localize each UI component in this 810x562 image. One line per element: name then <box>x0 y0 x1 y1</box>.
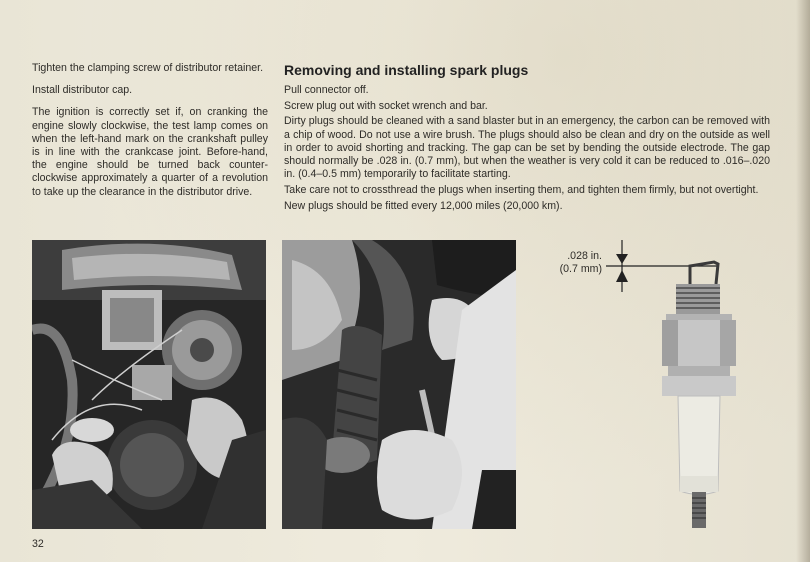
paragraph: Take care not to crossthread the plugs when inserting them, and tighten them firmly, but not overtight. <box>284 183 759 196</box>
spark-plug-gap-diagram <box>540 236 780 536</box>
spark-plug-instructions <box>284 84 770 215</box>
gap-label-inches: .028 in. <box>567 250 602 262</box>
paragraph: Tighten the clamping screw of distributor retainer. <box>32 62 264 74</box>
engine-illustration <box>32 240 266 529</box>
wrench-illustration <box>282 240 516 529</box>
paragraph: The ignition is correctly set if, on cranking the engine slowly clockwise, the test lamp comes on when the left-hand mark on the crankshaft pulley is in line with the crankcase joint. Before-hand, the engine should be turned back counter-clockwise approximately a quarter of a revolution to take up the clearance in the distributor drive. <box>32 106 268 198</box>
spark-plug-removal-photo <box>282 240 516 529</box>
paragraph: Pull connector off. <box>284 84 369 96</box>
page-number: 32 <box>32 538 44 550</box>
page-spine-shadow <box>796 0 810 562</box>
section-heading: Removing and installing spark plugs <box>284 62 529 78</box>
arrow-down-icon <box>616 254 628 264</box>
distributor-instructions <box>32 62 268 208</box>
engine-distributor-photo <box>32 240 266 529</box>
spark-plug-drawing <box>540 236 780 536</box>
arrow-up-icon <box>616 270 628 282</box>
paragraph: New plugs should be fitted every 12,000 miles (20,000 km). <box>284 199 563 212</box>
paragraph: Screw plug out with socket wrench and bar. <box>284 99 488 112</box>
paragraph: Install distributor cap. <box>32 84 133 97</box>
paragraph: Dirty plugs should be cleaned with a sand blaster but in an emergency, the carbon can be removed with a chip of wood. Do not use a wire brush. The plugs should also be clean and dry on the outside as well in order to avoid shorting and tracking. The gap can be set by bending the outside electrode. The gap should normally be .028 in. (0.7 mm), but when the weather is very cold it can be reduced to .016–.020 in. (0.4–0.5 mm) temporarily to facilitate starting. <box>284 115 770 181</box>
gap-label-mm: (0.7 mm) <box>559 263 602 275</box>
